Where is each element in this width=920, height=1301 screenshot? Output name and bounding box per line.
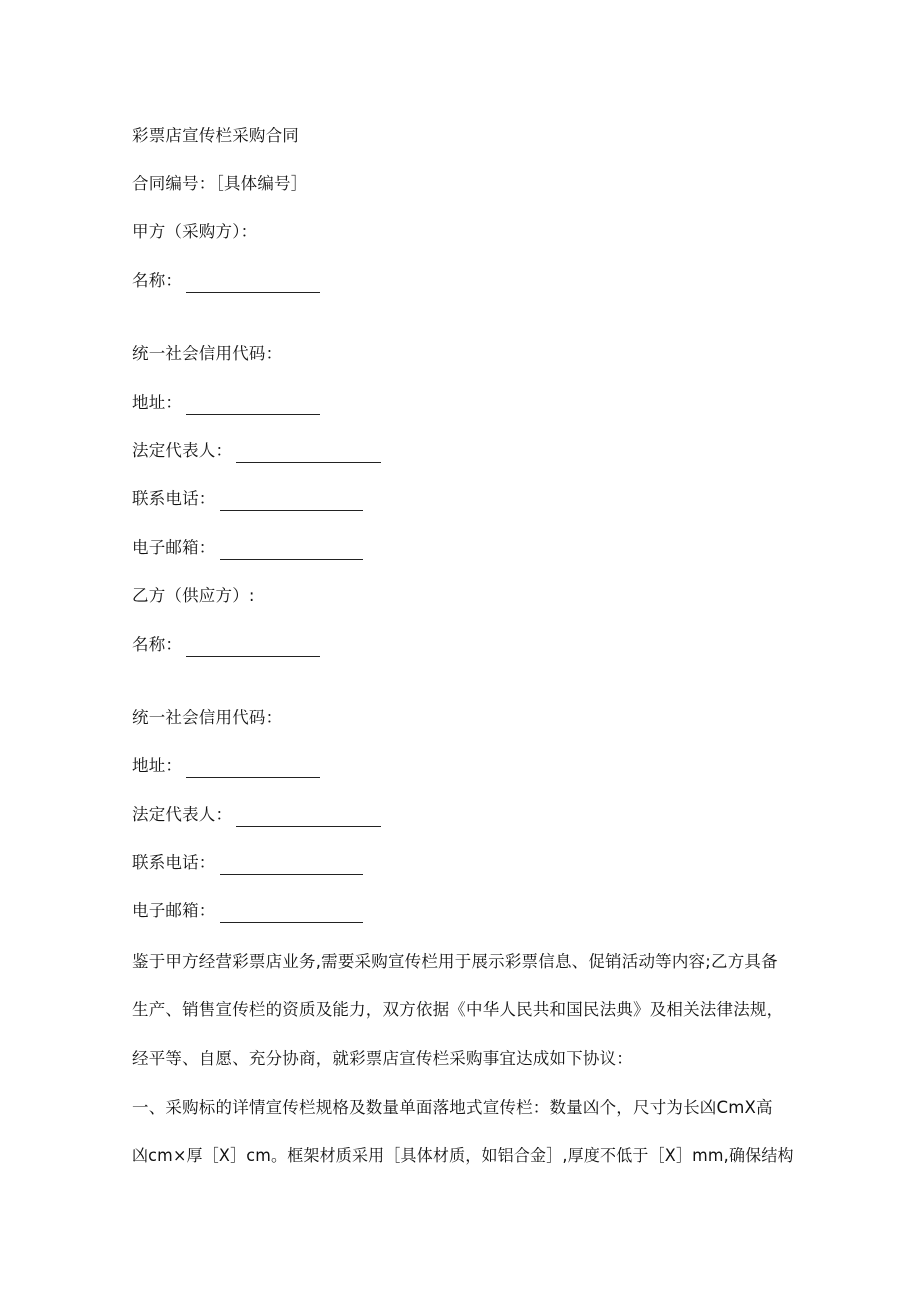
party-a-phone-field — [132, 487, 363, 511]
clause-1-line-2: 凶cm×厚［X］cm。框架材质采用［具体材质，如铝合金］,厚度不低于［X］mm,确保结构 — [132, 1146, 794, 1165]
party-a-email-label: 电子邮箱： — [132, 538, 216, 557]
clause-1-line-1: 一、采购标的详情宣传栏规格及数量单面落地式宣传栏：数量凶个，尺寸为长凶CmX高 — [132, 1098, 773, 1117]
party-b-phone-blank — [220, 857, 363, 875]
party-b-address-blank — [186, 760, 320, 778]
party-a-address-label: 地址： — [132, 393, 183, 412]
party-a-email-field — [132, 536, 363, 560]
party-a-legal-rep-field — [132, 439, 381, 463]
party-b-credit-code-label: 统一社会信用代码： — [132, 708, 283, 727]
party-b-name-field — [132, 633, 320, 657]
party-a-phone-blank — [220, 493, 363, 511]
party-b-email-field — [132, 899, 363, 923]
party-a-name-field — [132, 269, 320, 293]
party-a-phone-label: 联系电话： — [132, 489, 216, 508]
party-b-legal-rep-field — [132, 803, 381, 827]
preamble-line-3: 经平等、自愿、充分协商，就彩票店宣传栏采购事宜达成如下协议： — [132, 1049, 633, 1068]
party-b-email-label: 电子邮箱： — [132, 901, 216, 920]
contract-number: 合同编号：［具体编号］ — [132, 174, 308, 193]
party-b-name-blank — [186, 639, 320, 657]
document-title: 彩票店宣传栏采购合同 — [132, 126, 299, 145]
party-b-email-blank — [220, 905, 363, 923]
party-b-address-label: 地址： — [132, 756, 183, 775]
party-b-phone-field — [132, 851, 363, 875]
party-a-email-blank — [220, 542, 363, 560]
party-b-heading: 乙方（供应方）: — [132, 586, 255, 605]
party-a-legal-rep-label: 法定代表人： — [132, 441, 233, 460]
party-a-credit-code-label: 统一社会信用代码： — [132, 344, 283, 363]
party-b-phone-label: 联系电话： — [132, 853, 216, 872]
party-b-address-field — [132, 754, 320, 778]
preamble-line-1: 鉴于甲方经营彩票店业务,需要采购宣传栏用于展示彩票信息、促销活动等内容;乙方具备 — [132, 952, 778, 971]
party-a-name-blank — [186, 275, 320, 293]
preamble-line-2: 生产、销售宣传栏的资质及能力，双方依据《中华人民共和国民法典》及相关法律法规， — [132, 1000, 784, 1019]
party-b-legal-rep-blank — [236, 809, 381, 827]
party-a-address-field — [132, 391, 320, 415]
party-a-legal-rep-blank — [236, 445, 381, 463]
party-a-address-blank — [186, 397, 320, 415]
party-b-legal-rep-label: 法定代表人： — [132, 805, 233, 824]
party-a-heading: 甲方（采购方）： — [132, 222, 258, 241]
party-b-name-label: 名称： — [132, 635, 183, 654]
party-a-name-label: 名称： — [132, 271, 183, 290]
party-a-credit-code-field — [132, 342, 282, 366]
party-b-credit-code-field — [132, 706, 282, 730]
